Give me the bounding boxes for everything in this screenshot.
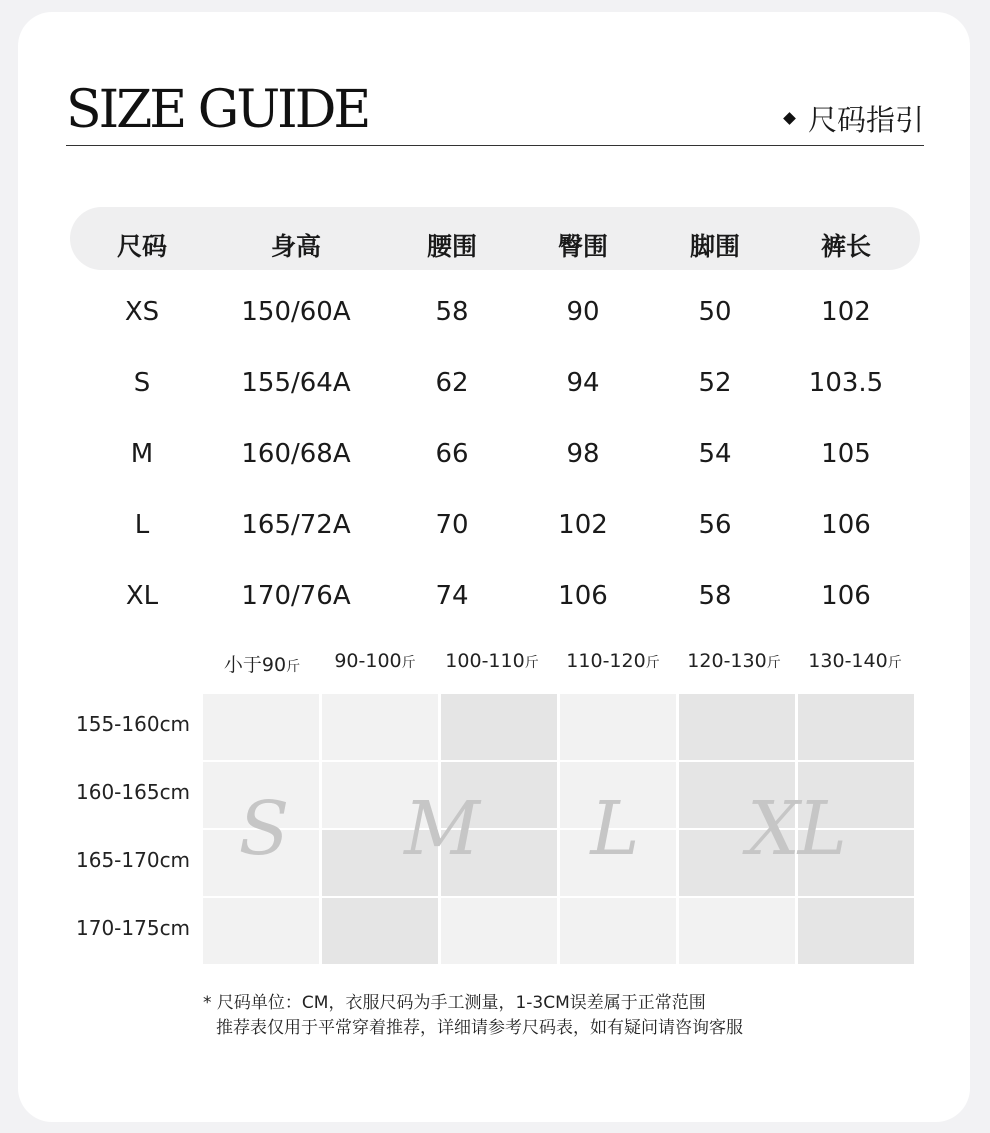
grid-cell [560, 898, 676, 964]
size-table-header [70, 207, 920, 270]
grid-cell [203, 898, 319, 964]
table-cell: 74 [435, 581, 469, 611]
header-cell: 身高 [270, 232, 322, 261]
header-cell: 尺码 [116, 232, 168, 261]
header-cell: 臀围 [557, 232, 609, 261]
size-zone-label: S [238, 786, 288, 872]
table-row [0, 297, 990, 337]
table-cell: 90 [566, 297, 600, 327]
height-row-header: 160-165cm [76, 780, 191, 804]
table-cell: 106 [821, 510, 871, 540]
weight-column-header: 90-100斤 [334, 650, 416, 672]
grid-cell [322, 694, 438, 760]
grid-cell [679, 898, 795, 964]
table-row [0, 368, 990, 408]
table-cell: L [134, 510, 150, 540]
table-cell: 102 [558, 510, 608, 540]
table-cell: 58 [698, 581, 732, 611]
table-cell: 54 [698, 439, 732, 469]
header-cell: 裤长 [820, 232, 872, 261]
table-cell: 52 [698, 368, 732, 398]
size-zone-label: M [404, 786, 478, 872]
grid-cell [560, 694, 676, 760]
table-cell: 58 [435, 297, 469, 327]
table-cell: 160/68A [241, 439, 351, 469]
title-divider [66, 145, 924, 146]
grid-cell [679, 694, 795, 760]
grid-cell [441, 898, 557, 964]
table-cell: 50 [698, 297, 732, 327]
subtitle-text: 尺码指引 [807, 103, 924, 137]
size-zone-label: L [590, 786, 638, 872]
page-title: SIZE GUIDE [66, 80, 369, 140]
table-cell: 106 [821, 581, 871, 611]
height-row-header: 170-175cm [76, 916, 191, 940]
footnote-line: 推荐表仅用于平常穿着推荐，详细请参考尺码表，如有疑问请咨询客服 [216, 1018, 743, 1038]
table-cell: XS [124, 297, 160, 327]
size-recommendation-grid [203, 694, 914, 966]
table-cell: 155/64A [241, 368, 351, 398]
table-cell: 66 [435, 439, 469, 469]
table-cell: 98 [566, 439, 600, 469]
table-row [0, 581, 990, 621]
grid-cell [441, 694, 557, 760]
table-cell: 94 [566, 368, 600, 398]
weight-column-header: 120-130斤 [687, 650, 781, 672]
table-cell: 56 [698, 510, 732, 540]
page-subtitle [785, 98, 924, 139]
table-cell: 170/76A [241, 581, 351, 611]
table-cell: 70 [435, 510, 469, 540]
weight-column-header: 100-110斤 [445, 650, 539, 672]
weight-column-header: 110-120斤 [566, 650, 660, 672]
table-row [0, 439, 990, 479]
diamond-icon [783, 112, 796, 125]
grid-cell [798, 694, 914, 760]
table-cell: 106 [558, 581, 608, 611]
table-cell: 165/72A [241, 510, 351, 540]
size-zone-label: XL [747, 786, 845, 872]
height-row-header: 165-170cm [76, 848, 191, 872]
weight-column-header: 小于90斤 [223, 654, 301, 676]
grid-cell [322, 898, 438, 964]
table-cell: M [130, 439, 154, 469]
weight-column-header: 130-140斤 [808, 650, 902, 672]
table-row [0, 510, 990, 550]
grid-cell [203, 694, 319, 760]
footnote-line: * 尺码单位：CM，衣服尺码为手工测量，1-3CM误差属于正常范围 [203, 993, 706, 1013]
table-cell: 102 [821, 297, 871, 327]
table-cell: 105 [821, 439, 871, 469]
grid-cell [798, 898, 914, 964]
table-cell: 103.5 [808, 368, 884, 398]
header-cell: 脚围 [689, 232, 741, 261]
header-cell: 腰围 [426, 232, 478, 261]
height-row-header: 155-160cm [76, 712, 191, 736]
table-cell: XL [125, 581, 159, 611]
table-cell: S [133, 368, 151, 398]
table-cell: 150/60A [241, 297, 351, 327]
table-cell: 62 [435, 368, 469, 398]
